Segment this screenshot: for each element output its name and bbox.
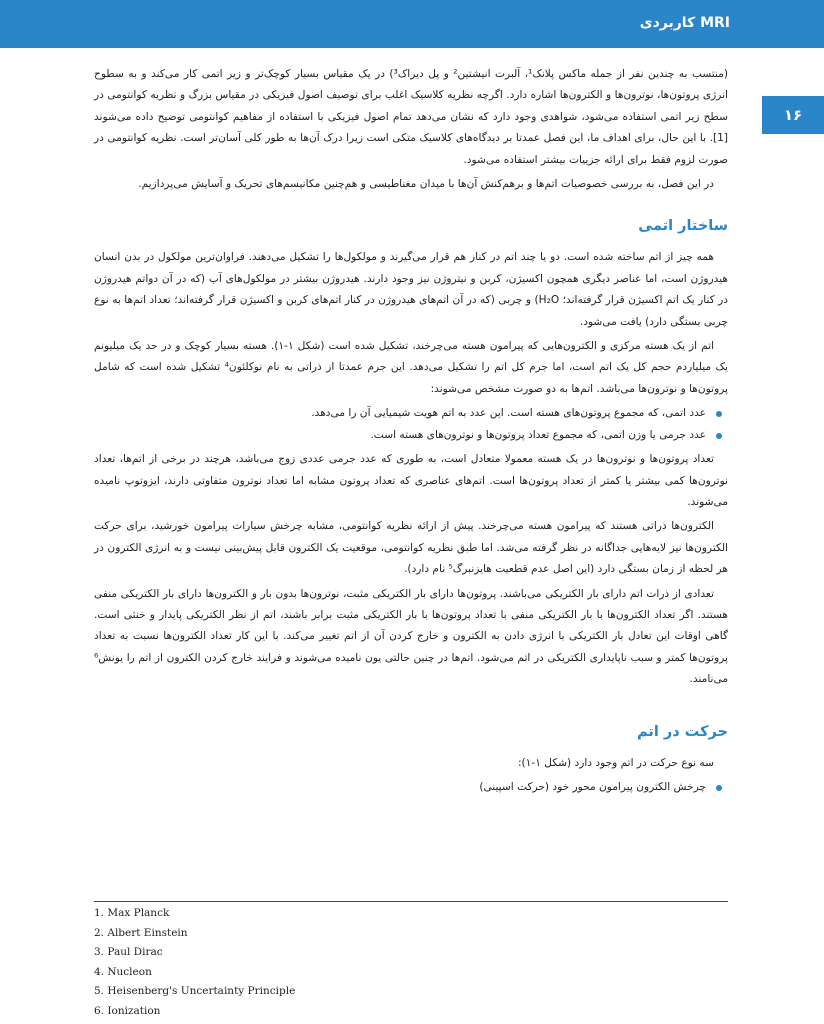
bullet-dot-icon — [716, 785, 722, 791]
atomic-paragraph-2: اتم از یک هسته مرکزی و الکترون‌هایی که پیرامون هسته می‌چرخند، تشکیل شده است (شکل ۱-۱). هسته بسیار کوچک و در حد یک میلیونم یک میلیاردم حجم کل یک اتم است، اما جرم کل اتم را تشکیل می‌دهد. این جرم عمدتا از ذراتی به نام نوکلئون⁴ تشکیل شده است که شامل پروتون‌ها و نوترون‌ها می‌باشد. اتم‌ها به دو صورت مشخص می‌شوند: — [94, 340, 728, 395]
page-number: ۱۶ — [783, 106, 803, 124]
list-item — [94, 777, 728, 798]
footnote-item: 4. Nucleon — [94, 965, 152, 978]
list-item — [94, 403, 728, 424]
bullet-dot-icon — [716, 433, 722, 439]
footnotes — [94, 904, 494, 1022]
footnote-item: 5. Heisenberg's Uncertainty Principle — [94, 985, 296, 998]
atomic-paragraph-3: تعداد پروتون‌ها و نوترون‌ها در یک هسته معمولا متعادل است، به طوری که عدد جرمی عددی زوج می‌باشد، هرچند در برخی از اتم‌ها، تعداد نوترون‌ها کمی بیشتر یا کمتر از تعداد پروتون‌ها است. اتم‌های عناصری که تعداد پروتون مشابه اما تعداد نوترون متفاوتی دارند، ایزوتوپ نامیده می‌شوند. — [94, 453, 728, 508]
bullet-atomic-number: عدد اتمی، که مجموع پروتون‌های هسته است. این عدد به اتم هویت شیمیایی آن را می‌دهد. — [311, 407, 706, 420]
bullet-spin-motion: چرخش الکترون پیرامون محور خود (حرکت اسپینی) — [479, 780, 706, 793]
section-title-motion-in-atom: حرکت در اتم — [637, 723, 728, 740]
header-bar — [0, 0, 824, 48]
section-title-atomic-structure: ساختار اتمی — [638, 218, 728, 235]
intro-paragraph-2: در این فصل، به بررسی خصوصیات اتم‌ها و برهم‌کنش آن‌ها با میدان مغناطیسی و هم‌چنین مکانیسم‌های تحریک و آسایش می‌پردازیم. — [138, 178, 714, 191]
list-item — [94, 425, 728, 446]
footnote-item: 3. Paul Dirac — [94, 946, 163, 959]
footnote-item: 1. Max Planck — [94, 907, 170, 919]
footnote-item: 6. Ionization — [94, 1004, 161, 1017]
page-number-tab — [762, 96, 824, 134]
bullet-mass-number: عدد جرمی یا وزن اتمی، که مجموع تعداد پروتون‌ها و نوترون‌های هسته است. — [370, 428, 706, 441]
atomic-paragraph-4: الکترون‌ها ذراتی هستند که پیرامون هسته می‌چرخند. پیش از ارائه نظریه کوانتومی، مشابه چرخش سیارات پیرامون خورشید، برای حرکت الکترون‌ها نیز لایه‌هایی جداگانه در نظر گرفته می‌شد. اما طبق نظریه کوانتومی، موقعیت یک الکترون قابل پیش‌بینی نیست و به انرژی الکترون در هر لحظه از زمان بستگی دارد (این اصل عدم قطعیت هایزنبرگ⁵ نام دارد). — [94, 520, 728, 576]
atomic-bullet-list — [94, 403, 728, 446]
bullet-dot-icon — [716, 411, 722, 417]
main-content — [94, 64, 728, 801]
atomic-paragraph-5: تعدادی از ذرات اتم دارای بار الکتریکی می‌باشند. پروتون‌ها دارای بار الکتریکی مثبت، نوترون‌ها بدون بار و الکترون‌ها دارای بار الکتریکی منفی هستند. اگر تعداد الکترون‌ها با بار الکتریکی منفی با تعداد پروتون‌ها با بار الکتریکی مثبت برابر باشند، اتم از نظر الکتریکی پایدار و خنثی است. گاهی اوقات این تعادل بار الکتریکی با انرژی دادن به الکترون و خارج کردن آن از اتم تغییر می‌کند. با این کار تعداد الکترون‌ها نسبت به تعداد پروتون‌ها کمتر و سبب ناپایداری الکتریکی در اتم می‌شود. اتم‌ها در چنین حالتی یون نامیده می‌شوند و فرایند خارج کردن الکترون از اتم را یونش⁶ می‌نامند. — [94, 587, 728, 686]
atomic-paragraph-1: همه چیز از اتم ساخته شده است. دو یا چند اتم در کنار هم قرار می‌گیرند و مولکول‌ها را تشکیل می‌دهند. فراوان‌ترین مولکول در بدن انسان هیدروژن است، اما عناصر دیگری همچون اکسیژن، کربن و نیتروژن نیز وجود دارند. هیدروژن بیشتر در مولکول‌های آب (که در آن دواتم هیدروژن در کنار یک اتم اکسیژن قرار گرفته‌اند؛ H₂O) و چربی (که در آن اتم‌های هیدروژن در کنار اتم‌های کربن و اکسیژن قرار گرفته‌اند؛ تعداد اتم‌ها به نوع چربی بستگی دارد) یافت می‌شود. — [94, 251, 728, 328]
footnote-item: 2. Albert Einstein — [94, 926, 188, 939]
intro-paragraph-1: (منتسب به چندین نفر از جمله ماکس پلانک¹، آلبرت انیشتین² و پل دیراک³) در یک مقیاس بسیار کوچک‌تر و زیر اتمی کار می‌کند و به سطوح انرژی پروتون‌ها، نوترون‌ها و الکترون‌ها اشاره دارد. اگرچه نظریه کلاسیک اغلب برای توصیف اصول فیزیکی در مقیاس بزرگ و نظریه کوانتومی در سطح زیر اتمی استفاده می‌شود، شواهدی وجود دارد که نشان می‌دهد تمام اصول فیزیکی با استفاده از مفاهیم کوانتومی توضیح داده می‌شوند [1]. با این حال، برای اهداف ما، این فصل عمدتا بر دیدگاه‌های کلاسیک متکی است زیرا درک آن‌ها به طور کلی آسان‌تر است. نظریه کوانتومی در صورت لزوم فقط برای ارائه جزییات بیشتر استفاده می‌شود. — [94, 68, 728, 166]
running-header-title: MRI کاربردی — [639, 15, 730, 31]
motion-bullet-list — [94, 777, 728, 798]
motion-paragraph-1: سه نوع حرکت در اتم وجود دارد (شکل ۱-۱): — [517, 756, 714, 769]
footnote-divider — [94, 901, 728, 902]
